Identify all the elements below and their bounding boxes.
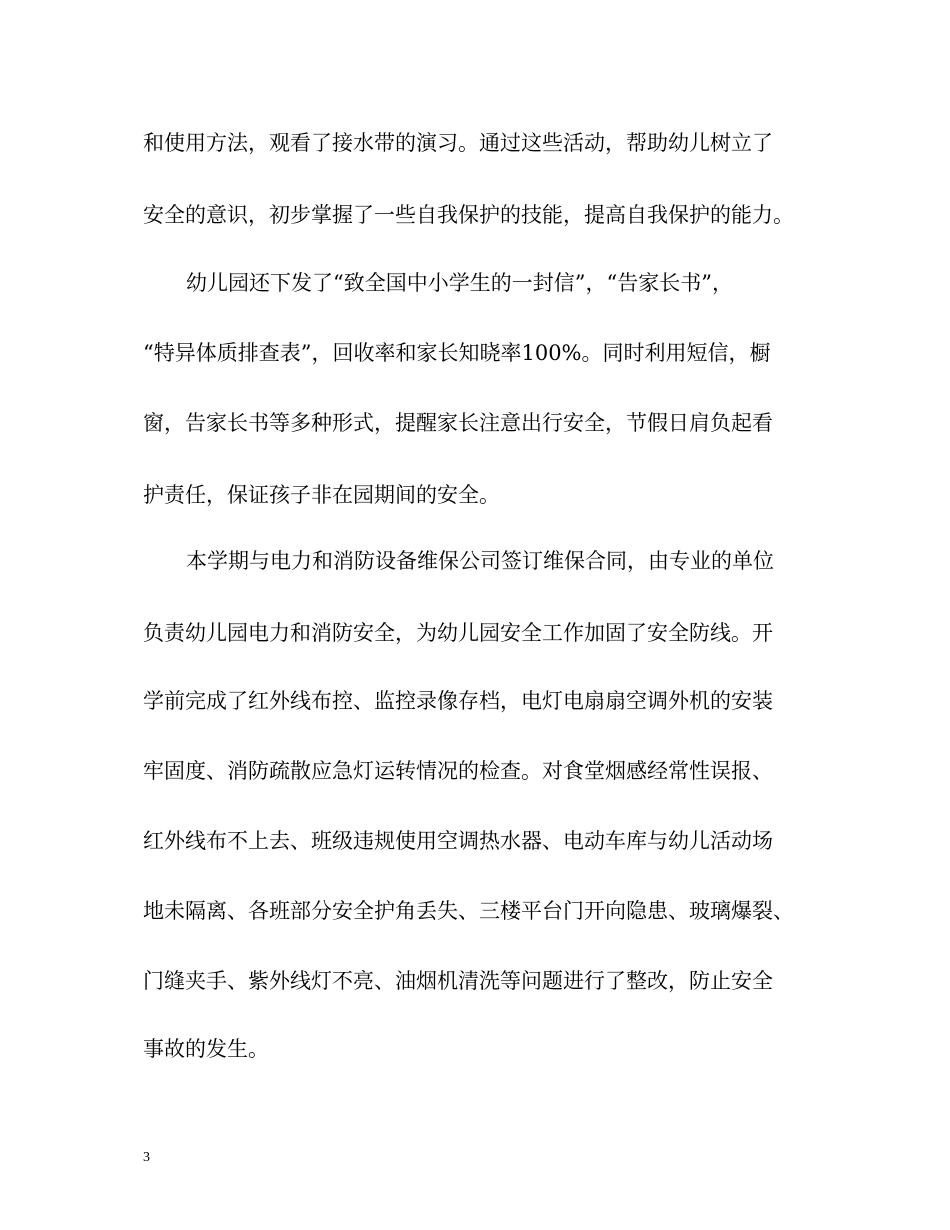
paragraph-line-4: “特异体质排查表”，回收率和家长知晓率100%。同时利用短信，橱 xyxy=(143,341,771,365)
paragraph-line-5: 窗，告家长书等多种形式，提醒家长注意出行安全，节假日肩负起看 xyxy=(143,411,773,435)
paragraph-line-2: 安全的意识，初步掌握了一些自我保护的技能，提高自我保护的能力。 xyxy=(143,203,794,227)
paragraph-line-10: 牢固度、消防疏散应急灯运转情况的检查。对食堂烟感经常性误报、 xyxy=(143,759,773,783)
paragraph-line-9: 学前完成了红外线布控、监控录像存档，电灯电扇扇空调外机的安装 xyxy=(143,689,773,713)
paragraph-line-11: 红外线布不上去、班级违规使用空调热水器、电动车库与幼儿活动场 xyxy=(143,829,773,853)
paragraph-line-8: 负责幼儿园电力和消防安全，为幼儿园安全工作加固了安全防线。开 xyxy=(143,621,773,645)
paragraph-line-3: 幼儿园还下发了“致全国中小学生的一封信”，“告家长书”， xyxy=(186,271,733,295)
paragraph-line-13: 门缝夹手、紫外线灯不亮、油烟机清洗等问题进行了整改，防止安全 xyxy=(143,969,773,993)
paragraph-line-12: 地未隔离、各班部分安全护角丢失、三楼平台门开向隐患、玻璃爆裂、 xyxy=(143,899,794,923)
paragraph-line-1: 和使用方法，观看了接水带的演习。通过这些活动，帮助幼儿树立了 xyxy=(143,131,773,155)
paragraph-line-14: 事故的发生。 xyxy=(143,1037,269,1061)
page-number: 3 xyxy=(143,1150,150,1165)
paragraph-line-7: 本学期与电力和消防设备维保公司签订维保合同，由专业的单位 xyxy=(186,549,774,573)
paragraph-line-6: 护责任，保证孩子非在园期间的安全。 xyxy=(143,483,500,507)
